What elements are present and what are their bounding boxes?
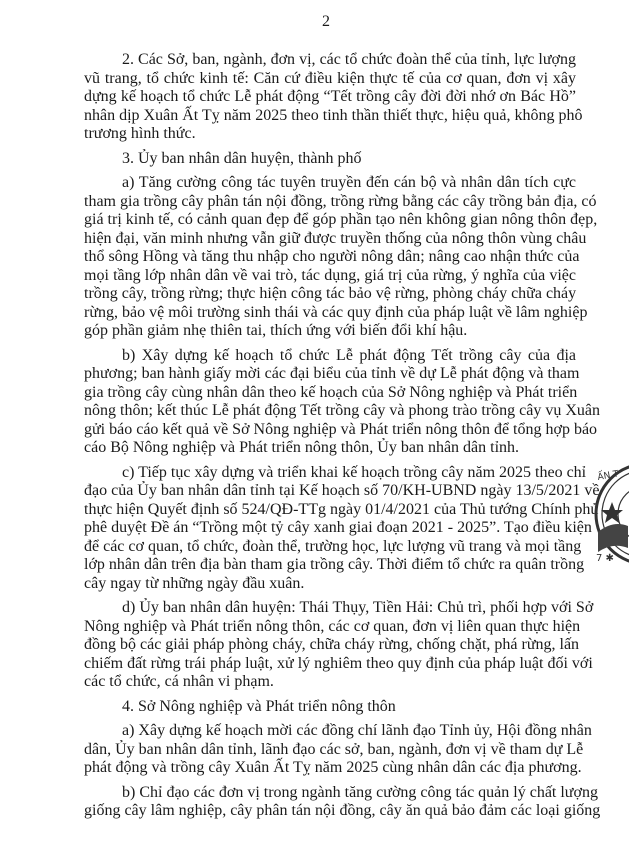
text-line: đạo của Ủy ban nhân dân tỉnh tại Kế hoạch số 70/KH-UBND ngày 13/5/2021 về [84, 482, 600, 499]
text-line: dựng kế hoạch tổ chức Lễ phát động “Tết trồng cây đời đời nhớ ơn Bác Hồ” [84, 88, 576, 105]
paragraph [84, 783, 601, 821]
paragraph [84, 463, 600, 594]
text-line: a) Xây dựng kế hoạch mời các đồng chí lãnh đạo Tỉnh ủy, Hội đồng nhân [122, 722, 592, 739]
text-line: góp phần giảm nhẹ thiên tai, thích ứng với biến đổi khí hậu. [84, 322, 468, 339]
svg-text:ẤN T: ẤN T [596, 469, 620, 483]
paragraph [84, 698, 576, 717]
text-line: dân, Ủy ban nhân dân tỉnh, lãnh đạo các sở, ban, ngành, đơn vị về tham dự Lễ [84, 740, 584, 758]
text-line: gia trồng cây cùng nhân dân theo kế hoạch của Sở Nông nghiệp và Phát triển [84, 383, 578, 401]
text-line: phương; ban hành giấy mời các đại biểu của tỉnh về dự Lễ phát động và tham [84, 365, 580, 382]
paragraph [84, 150, 576, 169]
text-line: thực hiện Quyết định số 524/QĐ-TTg ngày 01/4/2021 của Thủ tướng Chính phủ [84, 500, 599, 518]
document-body [84, 51, 601, 827]
text-line: lớp nhân dân trên địa bàn tham gia trồng cây. Thời điểm tổ chức ra quân trồng [84, 556, 585, 573]
svg-text:7 ✱: 7 ✱ [596, 553, 614, 564]
text-line: rừng, bảo vệ môi trường sinh thái và các quy định của pháp luật về lâm nghiệp [84, 303, 588, 321]
text-line: thổ sông Hồng và tăng thu nhập cho người nông dân; nâng cao nhận thức của [84, 248, 580, 265]
text-line: trồng cây, trồng rừng; thực hiện công tác bảo vệ rừng, phòng cháy chữa cháy [84, 285, 577, 302]
text-line: nhân dịp Xuân Ất Tỵ năm 2025 theo tinh thần thiết thực, hiệu quả, không phô [84, 106, 583, 124]
text-line: 2. Các Sở, ban, ngành, đơn vị, các tổ chức đoàn thể của tỉnh, lực lượng [122, 51, 576, 68]
text-line: để các cơ quan, tổ chức, đoàn thể, trường học, lực lượng vũ trang và mọi tầng [84, 537, 582, 555]
paragraph [84, 346, 601, 458]
text-line: tham gia trồng cây phân tán nội đồng, trồng rừng bằng các cây trồng bản địa, có [84, 192, 597, 210]
text-line: Nông nghiệp và Phát triển nông thôn, các cơ quan, đơn vị liên quan thực hiện [84, 617, 581, 635]
text-line: cây ngay từ những ngày đầu xuân. [84, 574, 305, 592]
paragraph [84, 51, 583, 144]
paragraph [84, 722, 592, 778]
text-line: vũ trang, tổ chức kinh tế: Căn cứ điều kiện thực tế của cơ quan, đơn vị xây [84, 69, 576, 87]
text-line: d) Ủy ban nhân dân huyện: Thái Thụy, Tiền Hải: Chủ trì, phối hợp với Sở [122, 599, 594, 616]
text-line: giá trị kinh tế, có cảnh quan đẹp để góp phần tạo nên không gian nông thôn đẹp, [84, 211, 598, 228]
text-line: 3. Ủy ban nhân dân huyện, thành phố [122, 149, 362, 167]
paragraph [84, 599, 594, 692]
text-line: 4. Sở Nông nghiệp và Phát triển nông thôn [122, 697, 396, 715]
text-line: giống cây lâm nghiệp, cây phân tán nội đồng, cây ăn quả bảo đảm các loại giống [84, 802, 601, 819]
text-line: đồng bộ các giải pháp phòng cháy, chữa cháy rừng, chống chặt, phá rừng, lấn [84, 636, 580, 653]
page-number: 2 [322, 13, 330, 30]
text-line: các tổ chức, cá nhân vi phạm. [84, 673, 274, 690]
text-line: cáo Bộ Nông nghiệp và Phát triển nông thôn, Ủy ban nhân dân tỉnh. [84, 439, 520, 456]
text-line: b) Xây dựng kế hoạch tổ chức Lễ phát động Tết trồng cây của địa [122, 346, 576, 364]
text-line: a) Tăng cường công tác tuyên truyền đến cán bộ và nhân dân tích cực [122, 174, 576, 191]
official-seal-stamp [588, 462, 629, 567]
paragraph [84, 174, 598, 341]
text-line: c) Tiếp tục xây dựng và triển khai kế hoạch trồng cây năm 2025 theo chỉ [122, 463, 587, 481]
text-line: chiếm đất rừng trái pháp luật, xử lý nghiêm theo quy định của pháp luật đối với [84, 654, 593, 672]
text-line: b) Chỉ đạo các đơn vị trong ngành tăng cường công tác quản lý chất lượng [122, 783, 598, 801]
text-line: hiện đại, văn minh nhưng vẫn giữ được truyền thống của nông thôn vùng châu [84, 229, 587, 247]
text-line: gửi báo cáo kết quả về Sở Nông nghiệp và Phát triển nông thôn để tổng hợp báo [84, 420, 598, 438]
text-line: phát động và trồng cây Xuân Ất Tỵ năm 2025 cùng nhân dân các địa phương. [84, 759, 582, 776]
text-line: mọi tầng lớp nhân dân về vai trò, tác dụng, giá trị của rừng, ý nghĩa của việc [84, 266, 576, 284]
text-line: phê duyệt Đề án “Trồng một tỷ cây xanh giai đoạn 2021 - 2025”. Tạo điều kiện [84, 519, 592, 536]
text-line: nông thôn; kết thúc Lễ phát động Tết trồng cây và phong trào trồng cây vụ Xuân [84, 402, 601, 419]
text-line: trương hình thức. [84, 125, 196, 142]
